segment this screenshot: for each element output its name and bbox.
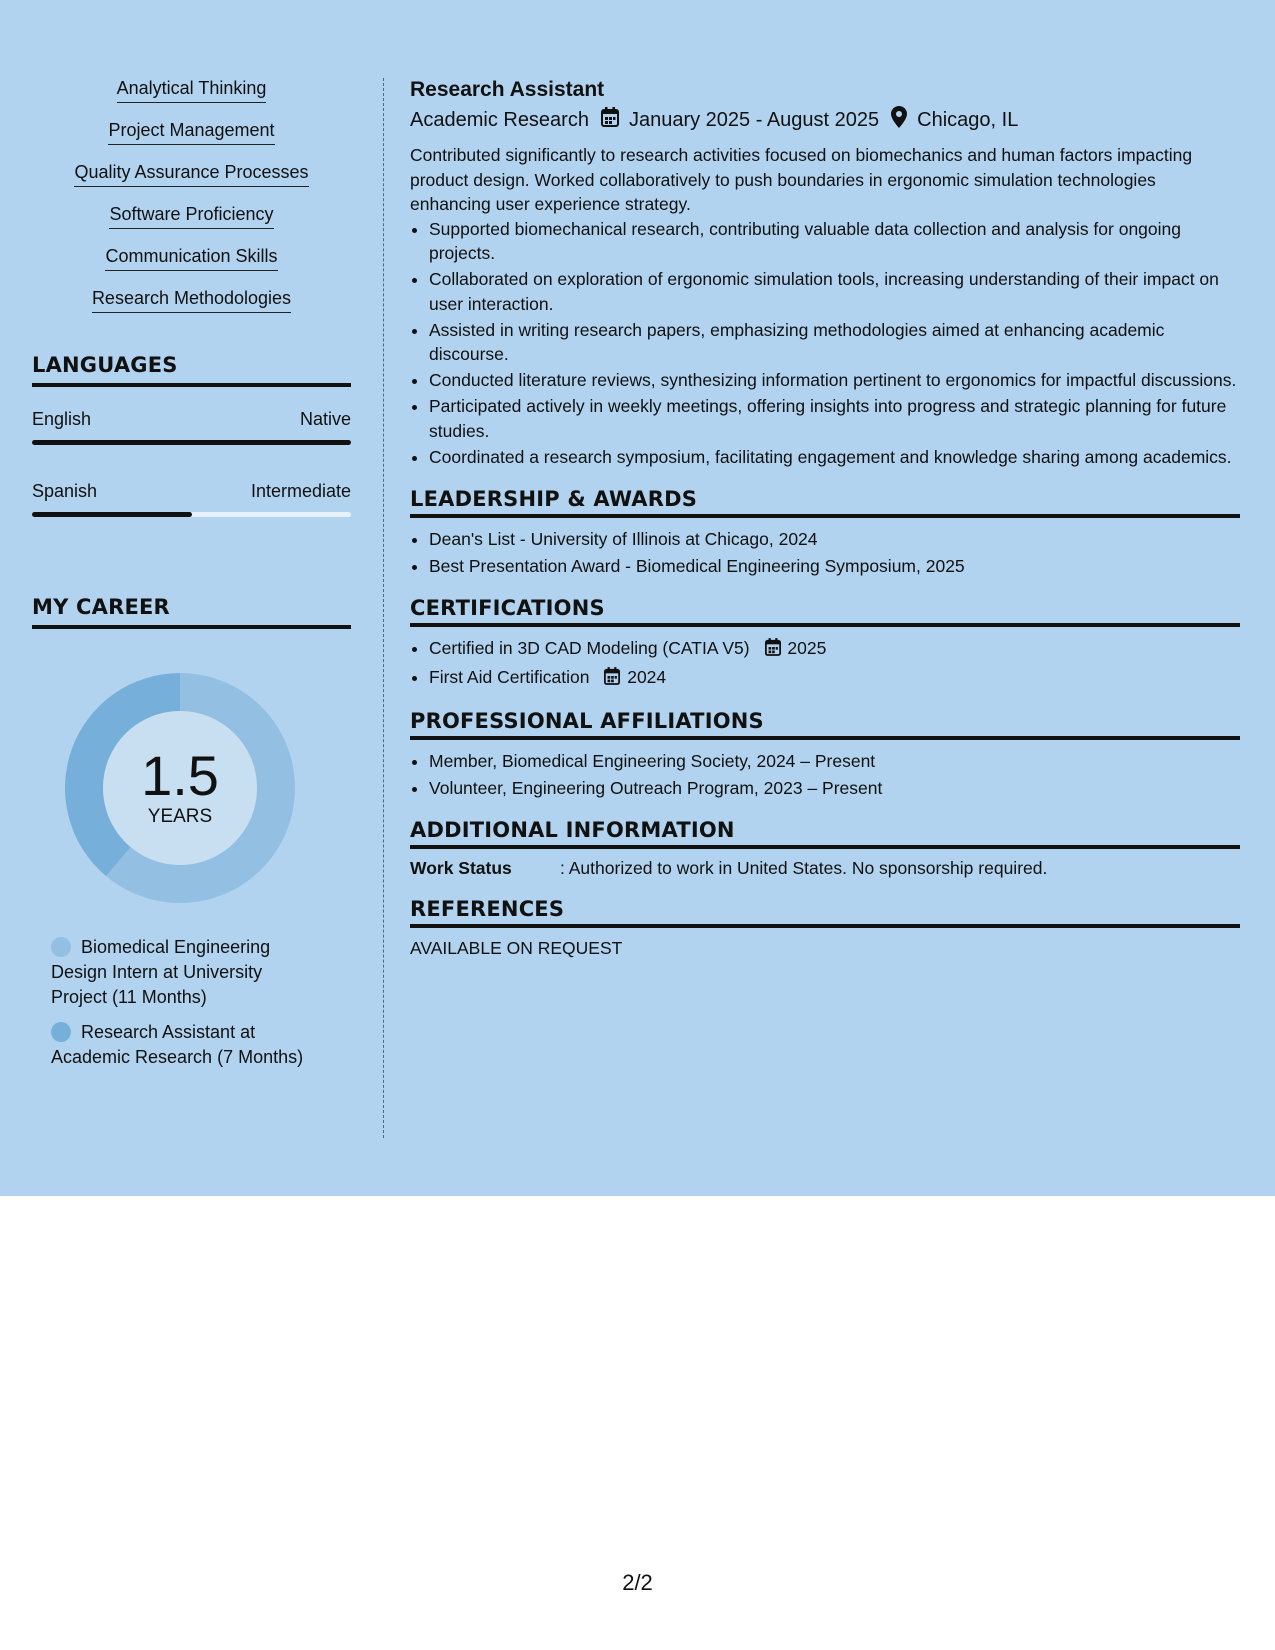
job-bullet: • Collaborated on exploration of ergonomic simulation tools, increasing understanding of their impact on user interaction. <box>429 267 1240 316</box>
skill-item: Communication Skills <box>32 246 351 271</box>
work-status-value: : Authorized to work in United States. No sponsorship required. <box>560 858 1048 878</box>
languages-title: LANGUAGES <box>32 353 351 387</box>
job-dates: January 2025 - August 2025 <box>628 108 880 131</box>
certification-year: 2024 <box>627 666 667 687</box>
skill-item: Analytical Thinking <box>32 78 351 103</box>
certification-year: 2025 <box>787 638 827 658</box>
job-summary: Contributed significantly to research activities focused on biomechanics and human factors impacting product design. Worked collaboratively to push boundaries in ergonomic simulation technologies enhancing user experience strategy. <box>410 145 1193 214</box>
skills-list <box>32 78 351 313</box>
legend-dot <box>51 1022 71 1042</box>
skill-item: Project Management <box>32 120 351 145</box>
affiliations-title: PROFESSIONAL AFFILIATIONS <box>410 709 1240 740</box>
affiliations-list <box>410 749 1240 800</box>
skill-item: Software Proficiency <box>32 204 351 229</box>
job-location: Chicago, IL <box>917 108 1019 131</box>
certifications-title: CERTIFICATIONS <box>410 596 1240 627</box>
language-name: English <box>32 409 92 429</box>
career-donut-chart <box>65 673 295 903</box>
language-level: Native <box>299 409 351 429</box>
language-level: Intermediate <box>250 481 351 501</box>
certifications-list <box>410 636 1240 691</box>
legend-label: Biomedical Engineering Design Intern at University Project (11 Months) <box>51 937 271 1007</box>
legend-item <box>51 1020 321 1070</box>
leadership-title: LEADERSHIP & AWARDS <box>410 487 1240 518</box>
additional-title: ADDITIONAL INFORMATION <box>410 818 1240 849</box>
legend-label: Research Assistant at Academic Research (7 Months) <box>51 1022 304 1067</box>
location-pin-icon <box>891 106 907 134</box>
language-row <box>32 409 351 430</box>
leadership-item: • Dean's List - University of Illinois at Chicago, 2024 <box>429 527 1240 552</box>
left-column <box>32 78 351 1080</box>
job-title: Research Assistant <box>410 78 605 101</box>
certifications-section <box>410 596 1240 691</box>
affiliation-item: • Member, Biomedical Engineering Society, 2024 – Present <box>429 749 1240 774</box>
skill-item: Quality Assurance Processes <box>32 162 351 187</box>
certification-name: Certified in 3D CAD Modeling (CATIA V5) <box>429 638 750 658</box>
references-section <box>410 897 1240 959</box>
affiliations-section <box>410 709 1240 800</box>
language-bar <box>32 512 351 517</box>
leadership-section <box>410 487 1240 578</box>
calendar-icon <box>604 667 620 692</box>
work-status-row <box>410 858 1240 879</box>
job-meta <box>410 106 1240 134</box>
certification-item <box>429 636 1240 663</box>
languages-section <box>32 353 351 517</box>
leadership-item: • Best Presentation Award - Biomedical Engineering Symposium, 2025 <box>429 554 1240 579</box>
certification-name: First Aid Certification <box>429 666 590 687</box>
language-bar <box>32 440 351 445</box>
job-entry <box>410 78 1240 469</box>
additional-section <box>410 818 1240 879</box>
language-bar-fill <box>32 512 192 517</box>
career-section <box>32 595 351 1070</box>
right-column <box>410 78 1240 959</box>
job-bullet: • Assisted in writing research papers, emphasizing methodologies aimed at enhancing academic discourse. <box>429 318 1240 367</box>
references-title: REFERENCES <box>410 897 1240 928</box>
legend-item <box>51 935 321 1010</box>
career-total-unit: YEARS <box>147 806 213 827</box>
calendar-icon <box>601 107 619 133</box>
career-total-value: 1.5 <box>141 744 219 807</box>
career-title: MY CAREER <box>32 595 351 629</box>
job-bullet: • Conducted literature reviews, synthesizing information pertinent to ergonomics for impactful discussions. <box>429 368 1240 393</box>
job-bullets <box>410 217 1240 470</box>
legend-dot <box>51 937 71 957</box>
donut-center <box>65 673 295 903</box>
leadership-list <box>410 527 1240 578</box>
job-company: Academic Research <box>410 108 589 131</box>
calendar-icon <box>765 638 781 663</box>
column-divider <box>383 78 384 1138</box>
job-bullet: • Supported biomechanical research, contributing valuable data collection and analysis for ongoing projects. <box>429 217 1240 266</box>
references-text: AVAILABLE ON REQUEST <box>410 938 623 958</box>
language-name: Spanish <box>32 481 98 501</box>
job-bullet: • Coordinated a research symposium, facilitating engagement and knowledge sharing among academics. <box>429 445 1240 470</box>
page-number: 2/2 <box>622 1570 653 1595</box>
job-bullet: • Participated actively in weekly meetings, offering insights into progress and strategic planning for future studies. <box>429 394 1240 443</box>
language-bar-fill <box>32 440 351 445</box>
certification-item <box>429 665 1240 692</box>
skill-item: Research Methodologies <box>32 288 351 313</box>
career-legend <box>32 935 351 1070</box>
work-status-key: Work Status <box>410 858 512 878</box>
affiliation-item: • Volunteer, Engineering Outreach Program, 2023 – Present <box>429 776 1240 801</box>
language-row <box>32 481 351 502</box>
